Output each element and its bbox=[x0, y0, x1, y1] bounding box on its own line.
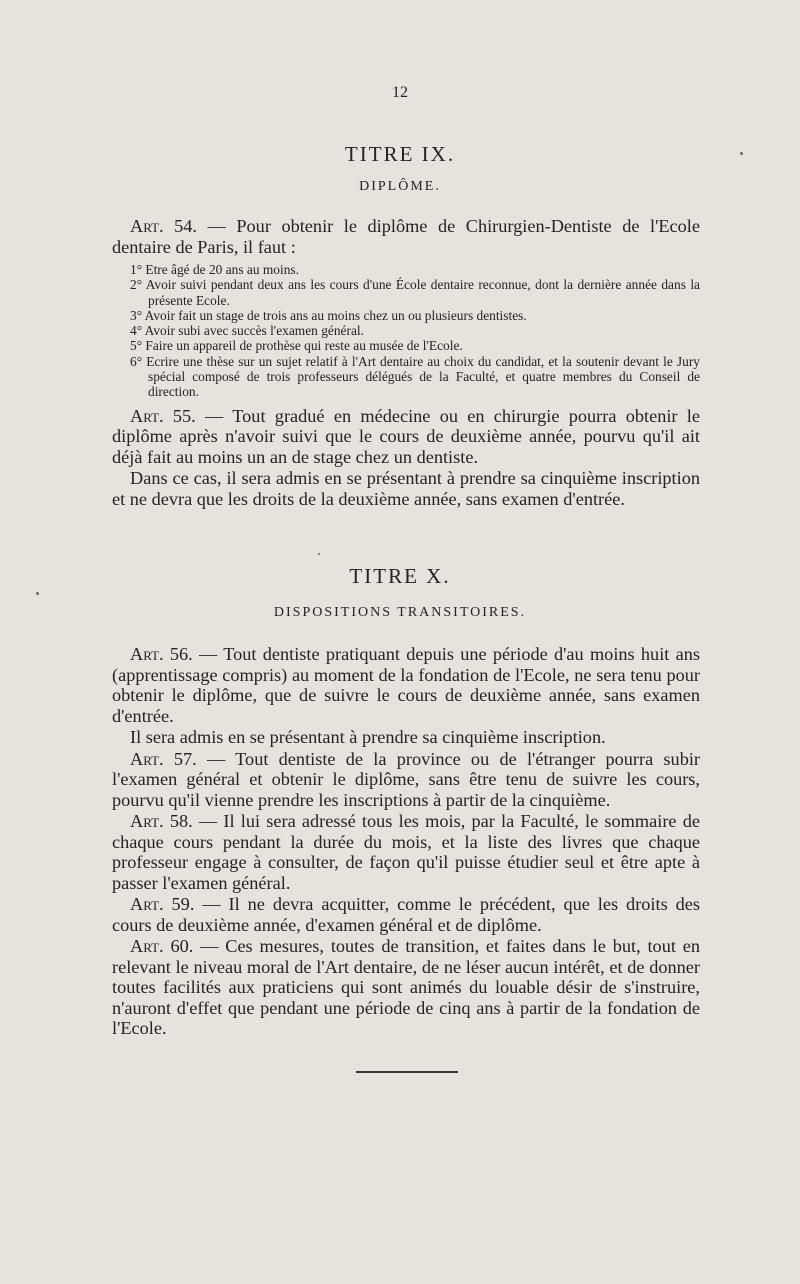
article-56-paragraph-2: Il sera admis en se présentant à prendre sa cinquième inscription. bbox=[130, 727, 606, 747]
list-item: 6° Ecrire une thèse sur un sujet relatif à l'Art dentaire au choix du candidat, et la soutenir devant le Jury spécial composé de trois professeurs délégués de la Faculté, et quatre membres du Conseil de direction. bbox=[130, 353, 700, 400]
article-label: Art. 60. bbox=[130, 936, 194, 956]
article-text: — Ces mesures, toutes de transition, et faites dans le but, tout en relevant le niveau moral de l'Art dentaire, de ne léser aucun intérêt, et de donner toutes facilités aux praticiens qui sont animés du louable désir de s'instruire, n'auront d'effet que pendant une période de cinq ans à partir de la fondation de l'Ecole. bbox=[112, 936, 700, 1038]
conditions-list bbox=[112, 262, 700, 400]
article-57 bbox=[112, 749, 700, 811]
list-item: 1° Etre âgé de 20 ans au moins. bbox=[130, 262, 299, 277]
titre-ix-section bbox=[112, 216, 700, 509]
list-item: 2° Avoir suivi pendant deux ans les cours d'une École dentaire reconnue, dont la dernière année dans la présente Ecole. bbox=[130, 277, 700, 308]
paper-speck bbox=[36, 592, 39, 595]
list-item: 4° Avoir subi avec succès l'examen général. bbox=[130, 323, 364, 339]
titre-ix-heading: TITRE IX. bbox=[344, 142, 456, 166]
article-label: Art. 57. bbox=[130, 748, 197, 769]
titre-x-section bbox=[112, 644, 700, 1039]
list-item: 5° Faire un appareil de prothèse qui reste au musée de l'Ecole. bbox=[130, 338, 463, 354]
article-label: Art. 59. bbox=[130, 894, 195, 914]
paper-speck bbox=[318, 553, 320, 555]
article-text: — Pour obtenir le diplôme de Chirurgien-Dentiste de l'Ecole dentaire de Paris, il faut : bbox=[112, 216, 700, 257]
article-60 bbox=[112, 936, 700, 1039]
page-number: 12 bbox=[392, 84, 408, 101]
diplome-subheading: DIPLÔME. bbox=[359, 179, 441, 194]
article-label: Art. 54. bbox=[130, 216, 197, 236]
article-label: Art. 58. bbox=[130, 811, 193, 831]
article-label: Art. 55. bbox=[130, 405, 196, 426]
article-text: — Tout dentiste de la province ou de l'étranger pourra subir l'examen général et obtenir le diplôme, sans être tenu de suivre les cours, pourvu qu'il vienne prendre les inscriptions à partir de la cinquième. bbox=[112, 748, 700, 810]
article-58 bbox=[112, 811, 700, 893]
article-text: — Il lui sera adressé tous les mois, par la Faculté, le sommaire de chaque cours pendant la durée du mois, et la liste des livres que chaque professeur engage à consulter, de façon qu'il puisse étudier seul et être apte à passer l'examen général. bbox=[112, 811, 700, 893]
paper-speck bbox=[740, 152, 743, 155]
article-55 bbox=[112, 406, 700, 468]
article-56 bbox=[112, 644, 700, 726]
list-item: 3° Avoir fait un stage de trois ans au moins chez un ou plusieurs dentistes. bbox=[130, 307, 527, 323]
titre-x-heading: TITRE X. bbox=[349, 564, 451, 588]
dispositions-subheading: DISPOSITIONS TRANSITOIRES. bbox=[273, 605, 527, 620]
article-54 bbox=[112, 216, 700, 257]
article-59 bbox=[112, 894, 700, 935]
article-label: Art. 56. bbox=[130, 644, 193, 664]
end-rule bbox=[356, 1071, 458, 1073]
article-55-paragraph-2: Dans ce cas, il sera admis en se présentant à prendre sa cinquième inscription et ne devra que les droits de la deuxième année, sans examen d'entrée. bbox=[112, 468, 700, 509]
article-text: — Il ne devra acquitter, comme le précédent, que les droits des cours de deuxième année, d'examen général et de diplôme. bbox=[112, 894, 700, 935]
article-text: — Tout gradué en médecine ou en chirurgie pourra obtenir le diplôme après n'avoir suivi que le cours de deuxième année, pourvu qu'il ait déjà fait au moins un an de stage chez un dentiste. bbox=[112, 405, 700, 467]
article-text: — Tout dentiste pratiquant depuis une période d'au moins huit ans (apprentissage compris) au moment de la fondation de l'Ecole, ne sera tenu pour obtenir le diplôme, que de suivre le cours de deuxième année, sans examen d'entrée. bbox=[112, 644, 700, 726]
